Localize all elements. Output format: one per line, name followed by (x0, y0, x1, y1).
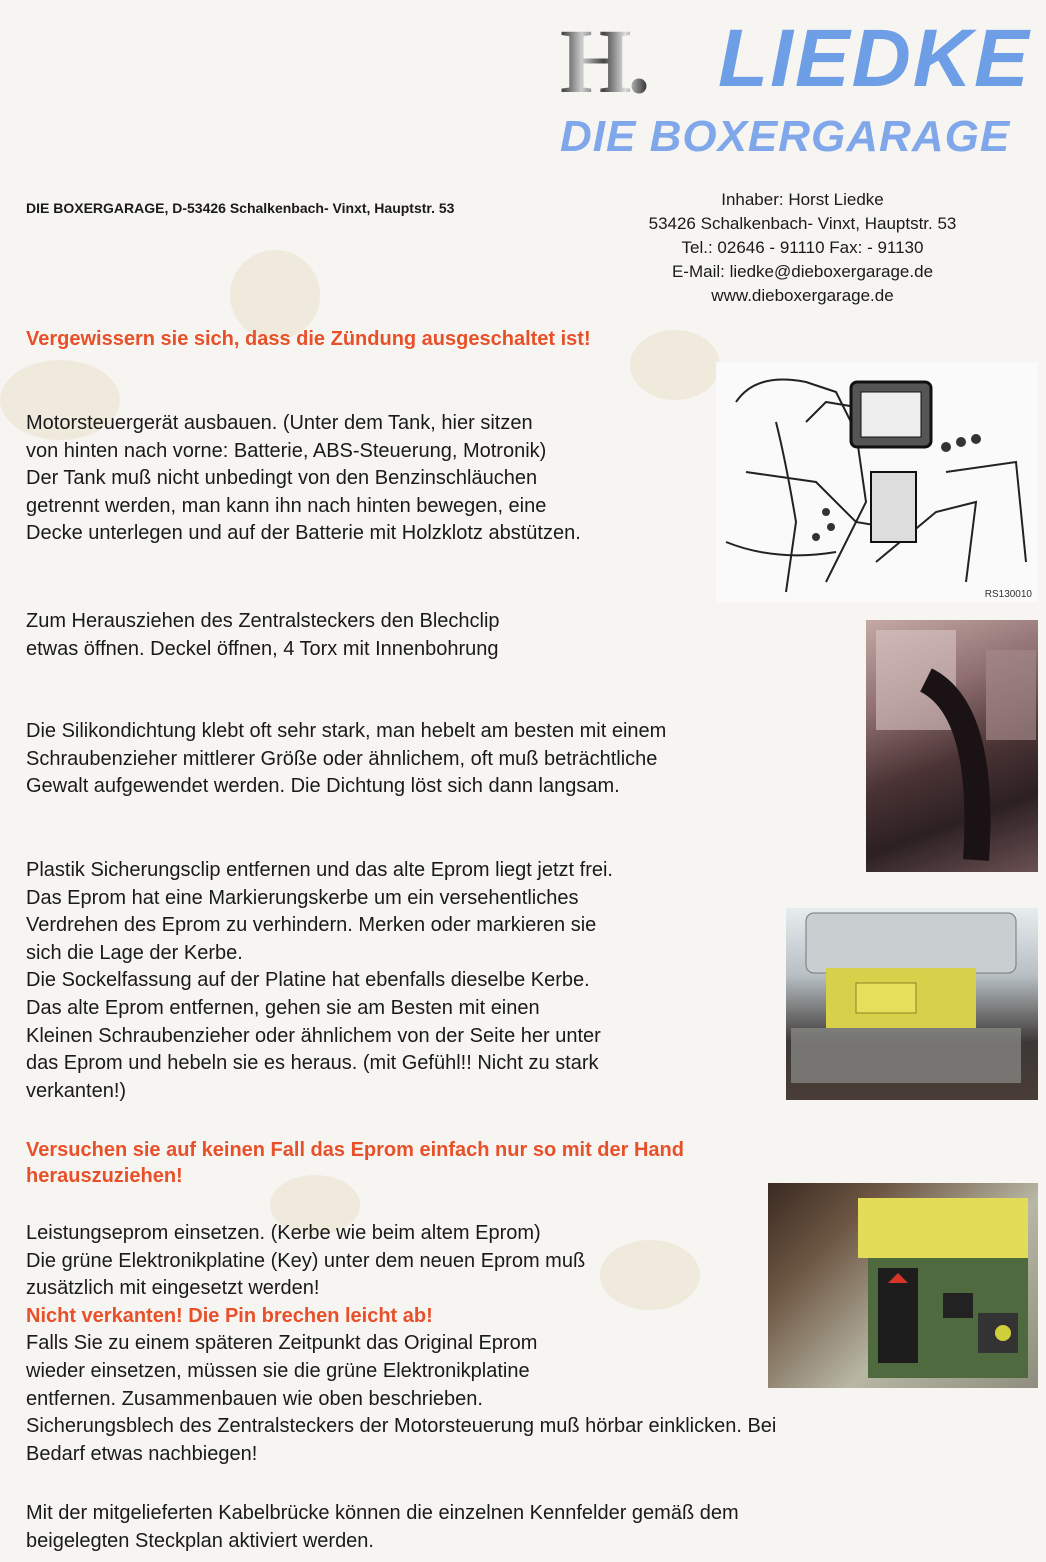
website-line: www.dieboxergarage.de (711, 286, 894, 305)
phone-line: Tel.: 02646 - 91110 Fax: - 91130 (681, 238, 924, 257)
ecu-location-diagram (716, 362, 1038, 602)
sender-address: DIE BOXERGARAGE, D-53426 Schalkenbach- Vinxt, Hauptstr. 53 (26, 200, 455, 216)
pin-warning: Nicht verkanten! Die Pin brechen leicht ab! (26, 1304, 433, 1327)
logo-subtitle: DIE BOXERGARAGE (560, 112, 1011, 161)
install-reassembly: Falls Sie zu einem späteren Zeitpunkt das Original Eprom wieder einsetzen, müssen sie die grüne Elektronikplatine entfernen. Zusammenbauen wie oben beschrieben. Sicherungsblech des Zentralsteckers der Motorsteuerung muß hörbar einklicken. Bei Bedarf etwas nachbiegen! (26, 1332, 777, 1465)
logo-initial: H. (560, 10, 647, 112)
address-line: 53426 Schalkenbach- Vinxt, Hauptstr. 53 (648, 214, 957, 233)
contact-block (605, 188, 1000, 308)
diagram-drawing (716, 362, 1038, 602)
photo-ecu-opened (866, 620, 1038, 872)
eprom-pull-warning: Versuchen sie auf keinen Fall das Eprom einfach nur so mit der Hand herauszuziehen! (26, 1139, 684, 1187)
owner-line: Inhaber: Horst Liedke (721, 190, 884, 209)
section-plug-clip: Zum Herausziehen des Zentralsteckers den Blechclip etwas öffnen. Deckel öffnen, 4 Torx mit Innenbohrung (26, 610, 500, 660)
section-closing: Mit der mitgelieferten Kabelbrücke können die einzelnen Kennfelder gemäß dem beigelegten Steckplan aktiviert werden. (26, 1502, 739, 1552)
photo-eprom-socket (786, 908, 1038, 1100)
section-install (26, 1220, 776, 1468)
photo-eprom-socket-detail (786, 908, 1038, 1100)
photo-new-eprom (768, 1183, 1038, 1388)
section-silicone-seal: Die Silikondichtung klebt oft sehr stark, man hebelt am besten mit einem Schraubenzieher mittlerer Größe oder ähnlichem, oft muß beträchtliche Gewalt aufgewendet werden. Die Dichtung löst sich dann langsam. (26, 720, 667, 798)
diagram-label: RS130010 (984, 589, 1032, 600)
email-line: E-Mail: liedke@dieboxergarage.de (671, 262, 934, 281)
company-logo (560, 8, 1040, 161)
logo-name: LIEDKE (718, 13, 1031, 104)
ignition-warning: Vergewissern sie sich, dass die Zündung ausgeschaltet ist! (26, 328, 591, 350)
stain (630, 330, 720, 400)
photo-ecu-opened-detail (866, 620, 1038, 872)
section-remove-ecu: Motorsteuergerät ausbauen. (Unter dem Tank, hier sitzen von hinten nach vorne: Batterie, ABS-Steuerung, Motronik) Der Tank muß nicht unbedingt von den Benzinschläuchen getrennt werden, man kann ihn nach hinten bewegen, eine Decke unterlegen und auf der Batterie mit Holzklotz abstützen. (26, 412, 581, 545)
install-steps: Leistungseprom einsetzen. (Kerbe wie beim altem Eprom) Die grüne Elektronikplatine (Key) unter dem neuen Eprom muß zusätzlich mit eingesetzt werden! (26, 1222, 586, 1300)
section-eprom-removal: Plastik Sicherungsclip entfernen und das alte Eprom liegt jetzt frei. Das Eprom hat eine Markierungskerbe um ein versehentliches Verdrehen des Eprom zu verhindern. Merken oder markieren sie sich die Lage der Kerbe. Die Sockelfassung auf der Platine hat ebenfalls dieselbe Kerbe. Das alte Eprom entfernen, gehen sie am Besten mit einen Kleinen Schraubenzieher oder ähnlichem von der Seite her unter das Eprom und hebeln sie es heraus. (mit Gefühl!! Nicht zu stark verkanten!) (26, 859, 613, 1102)
photo-new-eprom-detail (768, 1183, 1038, 1388)
